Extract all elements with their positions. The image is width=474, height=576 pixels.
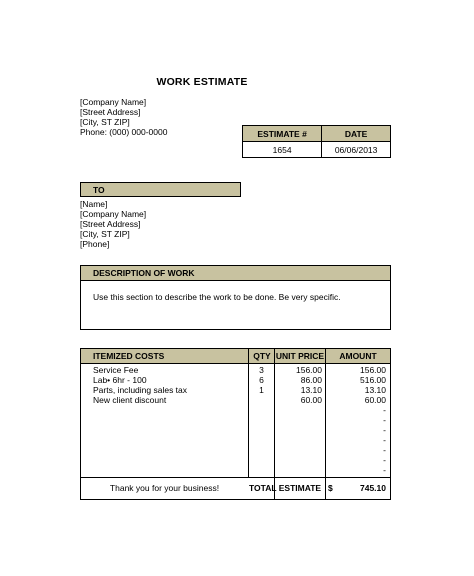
currency-symbol: $ (328, 483, 333, 493)
itemized-costs-table (80, 348, 391, 500)
description-header: DESCRIPTION OF WORK (81, 266, 390, 281)
table-row (81, 455, 390, 465)
total-label: TOTAL ESTIMATE (249, 483, 322, 493)
date-header: DATE (322, 126, 391, 142)
table-row (81, 375, 390, 385)
item-cell: Lab• 6hr - 100 (93, 375, 147, 385)
amount-cell: 516.00 (360, 375, 386, 385)
qty-cell: 1 (259, 385, 264, 395)
qty-column-header: QTY (253, 351, 271, 361)
unit-price-cell: 156.00 (296, 365, 322, 375)
recipient-address (80, 199, 146, 249)
qty-cell: 6 (259, 375, 264, 385)
amount-cell: 156.00 (360, 365, 386, 375)
table-row (81, 435, 390, 445)
recipient-phone: [Phone] (80, 239, 110, 249)
table-row (81, 385, 390, 395)
amount-cell: 60.00 (364, 395, 386, 405)
unit-price-cell: 60.00 (300, 395, 322, 405)
document-title: WORK ESTIMATE (156, 76, 248, 88)
date-value: 06/06/2013 (322, 142, 391, 158)
unit-price-cell: 13.10 (300, 385, 322, 395)
amount-cell: 13.10 (364, 385, 386, 395)
amount-cell: - (383, 415, 386, 425)
sender-city: [City, ST ZIP] (80, 117, 130, 127)
sender-address (80, 97, 167, 137)
item-column-header: ITEMIZED COSTS (93, 351, 165, 361)
table-row (81, 465, 390, 475)
unit-price-cell: 86.00 (300, 375, 322, 385)
table-row (81, 395, 390, 405)
amount-cell: - (383, 455, 386, 465)
estimate-info-table (242, 125, 391, 158)
sender-street: [Street Address] (80, 107, 141, 117)
to-header: TO (80, 182, 241, 197)
amount-cell: - (383, 425, 386, 435)
amount-cell: - (383, 445, 386, 455)
item-cell: Service Fee (93, 365, 139, 375)
amount-cell: - (383, 465, 386, 475)
recipient-company: [Company Name] (80, 209, 147, 219)
amount-column-header: AMOUNT (339, 351, 377, 361)
recipient-name: [Name] (80, 199, 108, 209)
table-row (81, 445, 390, 455)
totals-row (81, 477, 390, 499)
qty-cell: 3 (259, 365, 264, 375)
amount-cell: - (383, 405, 386, 415)
estimate-number-header: ESTIMATE # (243, 126, 322, 142)
table-row (81, 365, 390, 375)
item-cell: Parts, including sales tax (93, 385, 188, 395)
recipient-street: [Street Address] (80, 219, 141, 229)
thank-you-note: Thank you for your business! (109, 483, 220, 493)
description-text: Use this section to describe the work to be done. Be very specific. (93, 292, 341, 302)
estimate-number-value: 1654 (243, 142, 322, 158)
sender-phone: Phone: (000) 000-0000 (80, 127, 168, 137)
table-row (81, 405, 390, 415)
unit-price-column-header: UNIT PRICE (275, 351, 325, 361)
item-cell: New client discount (93, 395, 167, 405)
table-row (81, 415, 390, 425)
amount-cell: - (383, 435, 386, 445)
itemized-costs-header (81, 349, 390, 364)
sender-company: [Company Name] (80, 97, 147, 107)
table-row (81, 425, 390, 435)
recipient-city: [City, ST ZIP] (80, 229, 130, 239)
description-box (80, 265, 391, 330)
total-value: 745.10 (360, 483, 386, 493)
